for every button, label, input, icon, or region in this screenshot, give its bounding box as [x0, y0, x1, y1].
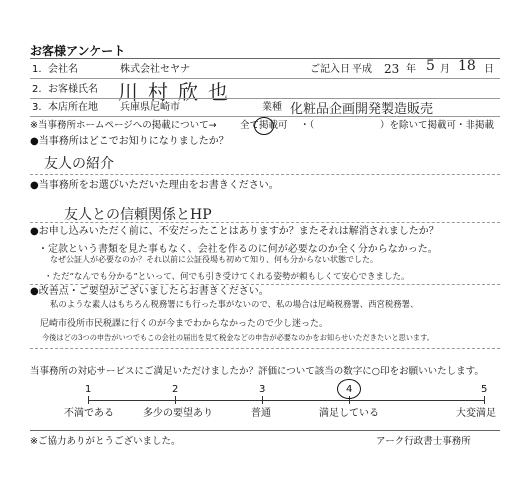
industry-label: 業種 [262, 102, 282, 113]
scale-number-4: 4 [346, 384, 353, 395]
scale-tick [175, 396, 176, 404]
scale-number-5: 5 [481, 384, 488, 395]
date-year-unit: 年 [406, 64, 416, 75]
field-no-1: 1. [32, 64, 42, 75]
question-4: ●改善点・ご要望がございましたらお書きください。 [30, 286, 269, 297]
customer-name-label: お客様氏名 [48, 84, 98, 95]
answer-4-line-2: 尼崎市役所市民税課に行くのが今までわからなかったので少し迷った。 [40, 319, 329, 329]
answer-4-line-3: 今後はどの3つの申告がいつでもこの会社の届出を見て税金などの申告が必要なのかをお知らせいただきたいと思います。 [42, 333, 434, 342]
selected-circle [254, 117, 274, 135]
answer-1: 友人の紹介 [44, 156, 114, 172]
scale-tick [88, 396, 89, 404]
question-1: ●当事務所はどこでお知りになりましたか？ [30, 136, 229, 147]
company-value: 株式会社セヤナ [120, 64, 190, 75]
answer-4-line-1: 私のような素人はもちろん税務署にも行った事がないので、私の場合は尼崎税務署、西宮税務署、 [50, 299, 419, 309]
answer-line [30, 348, 500, 349]
customer-name-value: 川村欣也 [118, 80, 238, 104]
address-value: 兵庫県尼崎市 [120, 102, 180, 113]
question-2: ●当事務所をお選びいただいた理由をお書きください。 [30, 180, 279, 191]
date-day-unit: 日 [484, 64, 494, 75]
industry-value: 化粧品企画開発製造販売 [290, 102, 434, 117]
date-day: 18 [458, 58, 476, 74]
consent-option-all: 全て掲載可 [240, 120, 288, 131]
date-month: 5 [426, 58, 435, 74]
answer-3-line-2: なぜ公証人が必要なのか？それ以前に公証役場も初めて知り、何も分からない状態でした。 [50, 255, 378, 264]
date-year: 23 [384, 62, 400, 76]
scale-number-3: 3 [259, 384, 266, 395]
answer-line [30, 222, 500, 223]
scale-label-1: 不満である [64, 408, 114, 419]
consent-prefix: ※当事務所ホームページへの掲載について→ [30, 120, 217, 131]
consent-suffix: ）を除いて掲載可・非掲載 [380, 120, 495, 131]
field-no-3: 3. [32, 102, 42, 113]
scale-label-5: 大変満足 [456, 408, 496, 419]
scale-line [88, 400, 484, 401]
answer-3-line-1: ・定款という書類を見た事もなく、会社を作るのに何が必要なのか全く分からなかった。 [38, 244, 438, 255]
company-label: 会社名 [48, 64, 78, 75]
address-label: 本店所在地 [48, 102, 98, 113]
divider [30, 78, 500, 79]
scale-number-1: 1 [85, 384, 92, 395]
date-month-unit: 月 [440, 64, 450, 75]
scale-tick [262, 396, 263, 404]
selected-circle [337, 379, 361, 399]
date-era: 平成 [352, 64, 372, 75]
scale-label-4: 満足している [319, 408, 379, 419]
divider [30, 430, 500, 431]
answer-line [30, 284, 500, 285]
footer-office: アーク行政書士事務所 [376, 436, 471, 447]
date-label: ご記入日 [310, 64, 350, 75]
scale-tick [484, 396, 485, 404]
consent-sep: ・（ [300, 120, 315, 131]
question-3: ●お申し込みいただく前に、不安だったことはありますか？またそれは解消されましたか？ [30, 226, 439, 237]
scale-number-2: 2 [172, 384, 179, 395]
answer-2: 友人との信頼関係とHP [64, 207, 212, 223]
evaluation-question: 当事務所の対応サービスにご満足いただけましたか？評価について該当の数字に○印をお願いいたします。 [30, 366, 484, 377]
footer-thanks: ※ご協力ありがとうございました。 [30, 436, 181, 447]
field-no-2: 2. [32, 84, 42, 95]
answer-line [30, 174, 500, 175]
answer-3-line-3: ・ただ“なんでも分かる”といって、何でも引き受けてくれる姿勢が頼もしくて安心できました。 [44, 272, 410, 282]
page-title: お客様アンケート [30, 44, 126, 58]
scale-label-2: 多少の要望あり [143, 408, 213, 419]
scale-label-3: 普通 [251, 408, 271, 419]
